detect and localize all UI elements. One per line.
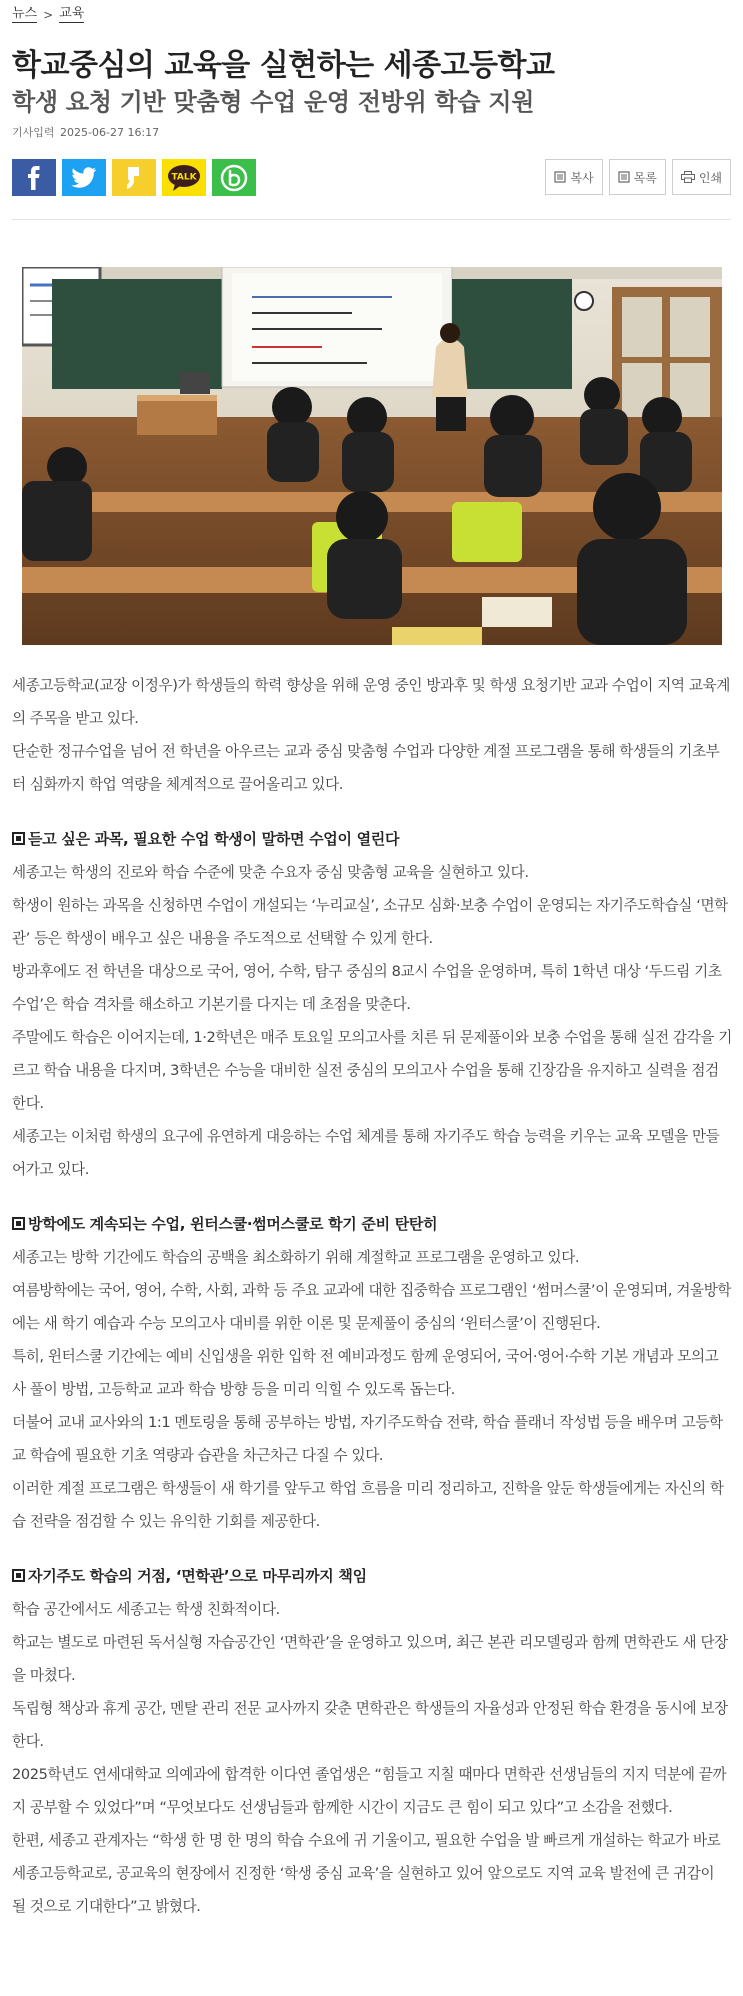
section-paragraph: 특히, 윈터스쿨 기간에는 예비 신입생을 위한 입학 전 예비과정도 함께 운영되어, 국어·영어·수학 기본 개념과 모의고사 풀이 방법, 고등학교 교과 학습 방향 등을 미리 익힐 수 있도록 돕는다. xyxy=(12,1348,719,1398)
share-bar xyxy=(12,159,256,196)
article-body xyxy=(12,669,732,1923)
kakaostory-icon xyxy=(125,165,143,191)
band-icon xyxy=(220,164,248,192)
kakaotalk-badge-text: TALK xyxy=(171,172,197,182)
publish-timestamp: 2025-06-27 16:17 xyxy=(60,126,160,139)
section-paragraph: 여름방학에는 국어, 영어, 수학, 사회, 과학 등 주요 교과에 대한 집중학습 프로그램인 ‘썸머스쿨’이 운영되며, 겨울방학에는 새 학기 예습과 수능 모의고사 대비를 위한 이론 및 문제풀이 중심의 ‘윈터스쿨’이 진행된다. xyxy=(12,1282,732,1332)
classroom-photo-illustration xyxy=(22,267,722,645)
twitter-share-button[interactable] xyxy=(62,159,106,196)
intro-paragraph: 단순한 정규수업을 넘어 전 학년을 아우르는 교과 중심 맞춤형 수업과 다양한 계절 프로그램을 통해 학생들의 기초부터 심화까지 학업 역량을 체계적으로 끌어올리고 있다. xyxy=(12,743,720,793)
facebook-share-button[interactable] xyxy=(12,159,56,196)
copy-button[interactable] xyxy=(545,159,602,195)
article-headline: 학교중심의 교육을 실현하는 세종고등학교 xyxy=(12,48,555,83)
copy-icon xyxy=(554,171,566,183)
copy-label: 복사 xyxy=(570,170,594,185)
list-icon xyxy=(618,171,630,183)
article-meta xyxy=(12,124,159,140)
publish-label: 기사입력 xyxy=(12,126,55,139)
kakaostory-share-button[interactable] xyxy=(112,159,156,196)
kakaotalk-share-button[interactable] xyxy=(162,159,206,196)
article-subheadline: 학생 요청 기반 맞춤형 수업 운영 전방위 학습 지원 xyxy=(12,88,535,116)
list-label: 목록 xyxy=(633,170,657,185)
list-button[interactable] xyxy=(609,159,666,195)
section-paragraph: 더불어 교내 교사와의 1:1 멘토링을 통해 공부하는 방법, 자기주도학습 전략, 학습 플래너 작성법 등을 배우며 고등학교 학습에 필요한 기초 역량과 습관을 차근차근 다질 수 있다. xyxy=(12,1414,723,1464)
section-marker-icon xyxy=(12,1217,25,1230)
print-button[interactable] xyxy=(672,159,731,195)
breadcrumb xyxy=(12,6,84,23)
section-paragraph: 주말에도 학습은 이어지는데, 1·2학년은 매주 토요일 모의고사를 치른 뒤 문제풀이와 보충 수업을 통해 실전 감각을 기르고 학습 내용을 다지며, 3학년은 수능을 대비한 실전 중심의 모의고사 수업을 통해 긴장감을 유지하고 실력을 점검한다. xyxy=(12,1029,732,1112)
section-paragraph: 세종고는 방학 기간에도 학습의 공백을 최소화하기 위해 계절학교 프로그램을 운영하고 있다. xyxy=(12,1249,580,1266)
section-paragraph: 한편, 세종고 관계자는 “학생 한 명 한 명의 학습 수요에 귀 기울이고, 필요한 수업을 발 빠르게 개설하는 학교가 바로 세종고등학교로, 공교육의 현장에서 진정한 ‘학생 중심 교육’을 실현하고 있어 앞으로도 지역 교육 발전에 큰 귀감이 될 것으로 기대한다”고 밝혔다. xyxy=(12,1832,721,1915)
breadcrumb-education-link[interactable]: 교육 xyxy=(59,6,85,21)
kakaotalk-icon xyxy=(166,164,202,192)
section-paragraph: 세종고는 이처럼 학생의 요구에 유연하게 대응하는 수업 체계를 통해 자기주도 학습 능력을 키우는 교육 모델을 만들어가고 있다. xyxy=(12,1128,720,1178)
section-paragraph: 학생이 원하는 과목을 신청하면 수업이 개설되는 ‘누리교실’, 소규모 심화·보충 수업이 운영되는 자기주도학습실 ‘면학관’ 등은 학생이 배우고 싶은 내용을 주도적으로 선택할 수 있게 한다. xyxy=(12,897,728,947)
twitter-icon xyxy=(71,167,97,189)
print-label: 인쇄 xyxy=(698,170,722,185)
band-share-button[interactable] xyxy=(212,159,256,196)
section-paragraph: 세종고는 학생의 진로와 학습 수준에 맞춘 수요자 중심 맞춤형 교육을 실현하고 있다. xyxy=(12,864,529,881)
section-paragraph: 방과후에도 전 학년을 대상으로 국어, 영어, 수학, 탐구 중심의 8교시 수업을 운영하며, 특히 1학년 대상 ‘두드림 기초수업’은 학습 격차를 해소하고 기본기를 다지는 데 초점을 맞춘다. xyxy=(12,963,722,1013)
section-paragraph: 이러한 계절 프로그램은 학생들이 새 학기를 앞두고 학업 흐름을 미리 정리하고, 진학을 앞둔 학생들에게는 자신의 학습 전략을 점검할 수 있는 유익한 기회를 제공한다. xyxy=(12,1480,724,1530)
printer-icon xyxy=(681,171,695,183)
section-marker-icon xyxy=(12,1569,25,1582)
breadcrumb-separator: > xyxy=(43,7,54,22)
section-paragraph: 학교는 별도로 마련된 독서실형 자습공간인 ‘면학관’을 운영하고 있으며, 최근 본관 리모델링과 함께 면학관도 새 단장을 마쳤다. xyxy=(12,1634,728,1684)
section-heading: 듣고 싶은 과목, 필요한 수업 학생이 말하면 수업이 열린다 xyxy=(12,823,732,856)
section-heading: 방학에도 계속되는 수업, 윈터스쿨·썸머스쿨로 학기 준비 탄탄히 xyxy=(12,1208,732,1241)
section-heading: 자기주도 학습의 거점, ‘면학관’으로 마무리까지 책임 xyxy=(12,1560,732,1593)
article-photo xyxy=(22,267,722,645)
section-marker-icon xyxy=(12,832,25,845)
facebook-icon xyxy=(24,166,44,190)
breadcrumb-news-link[interactable]: 뉴스 xyxy=(12,6,38,21)
section-paragraph: 2025학년도 연세대학교 의예과에 합격한 이다연 졸업생은 “힘들고 지칠 때마다 면학관 선생님들의 지지 덕분에 끝까지 공부할 수 있었다”며 “무엇보다도 선생님들과 함께한 시간이 지금도 큰 힘이 되고 있다”고 소감을 전했다. xyxy=(12,1766,727,1816)
section-paragraph: 학습 공간에서도 세종고는 학생 친화적이다. xyxy=(12,1601,280,1618)
section-paragraph: 독립형 책상과 휴게 공간, 멘탈 관리 전문 교사까지 갖춘 면학관은 학생들의 자율성과 안정된 학습 환경을 동시에 보장한다. xyxy=(12,1700,728,1750)
header-divider xyxy=(12,219,731,220)
intro-paragraph: 세종고등학교(교장 이정우)가 학생들의 학력 향상을 위해 운영 중인 방과후 및 학생 요청기반 교과 수업이 지역 교육계의 주목을 받고 있다. xyxy=(12,677,730,727)
article-tools xyxy=(545,159,731,195)
